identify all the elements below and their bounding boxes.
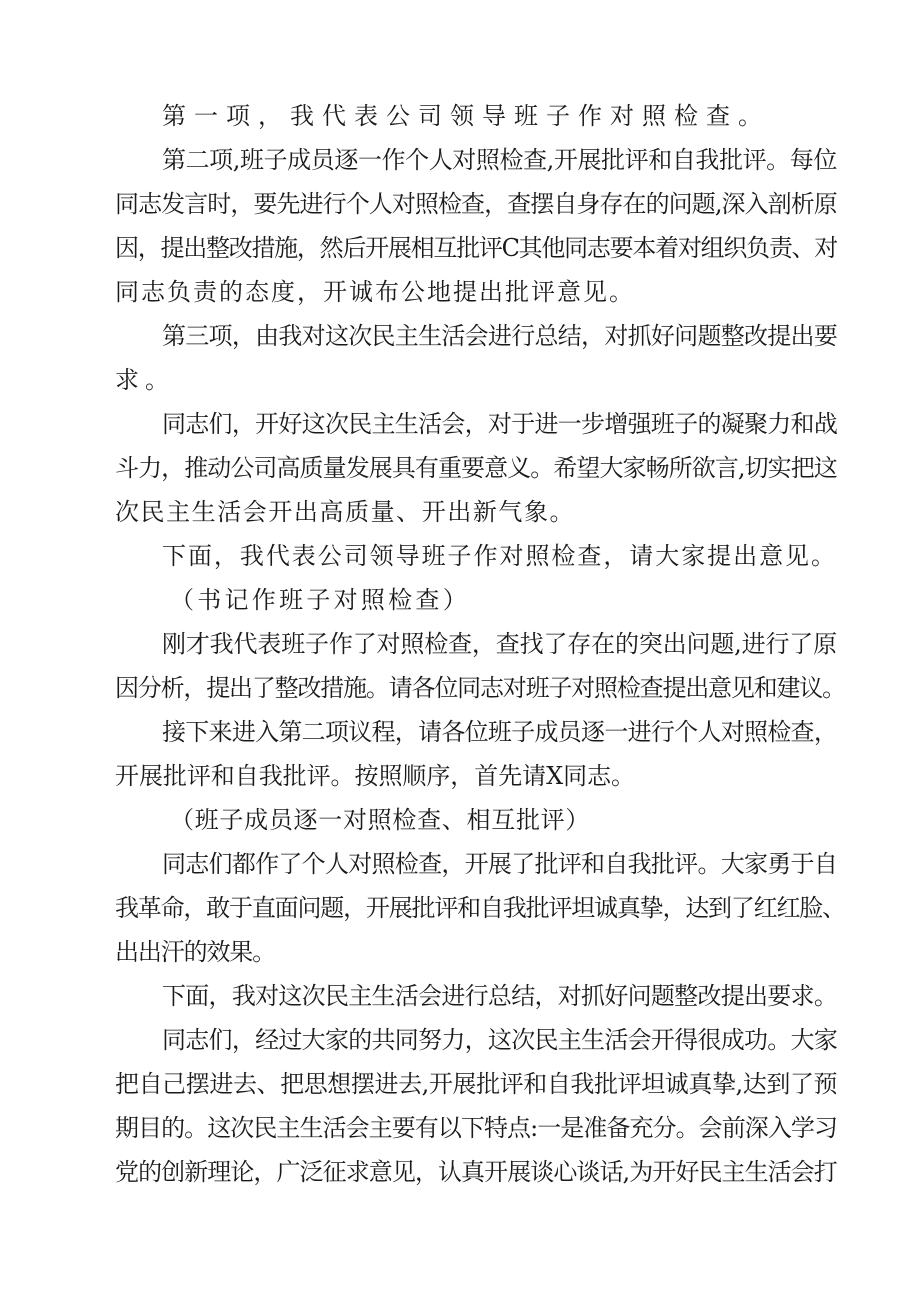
text-line: 下面，我代表公司领导班子作对照检查，请大家提出意见。 xyxy=(162,542,837,570)
text-line: 因，提出整改措施，然后开展相互批评C其他同志要本着对组织负责、对 xyxy=(115,234,838,262)
text-line: （书记作班子对照检查） xyxy=(170,586,470,614)
text-line: 同志们都作了个人对照检查，开展了批评和自我批评。大家勇于自 xyxy=(162,850,838,878)
text-line: 同志发言时，要先进行个人对照检查，查摆自身存在的问题,深入剖析原 xyxy=(115,190,837,218)
text-line: 我革命，敢于直面问题，开展批评和自我批评坦诚真挚，达到了红红脸、 xyxy=(115,894,845,922)
text-line: 开展批评和自我批评。按照顺序，首先请X同志。 xyxy=(115,762,635,790)
text-line: 下面，我对这次民主生活会进行总结，对抓好问题整改提出要求。 xyxy=(162,982,838,1010)
text-line: 党的创新理论，广泛征求意见，认真开展谈心谈话,为开好民主生活会打 xyxy=(115,1158,837,1186)
text-line: 因分析，提出了整改措施。请各位同志对班子对照检查提出意见和建议。 xyxy=(115,674,845,702)
text-line: 同志负责的态度，开诚布公地提出批评意见。 xyxy=(115,278,635,306)
text-line: 出出汗的效果。 xyxy=(115,938,276,966)
text-line: 期目的。这次民主生活会主要有以下特点:一是准备充分。会前深入学习 xyxy=(115,1114,838,1142)
text-line: 第三项，由我对这次民主生活会进行总结，对抓好问题整改提出要 xyxy=(162,322,838,350)
text-line: 第一项，我代表公司领导班子作对照检查。 xyxy=(162,102,770,130)
text-line: 刚才我代表班子作了对照检查，查找了存在的突出问题,进行了原 xyxy=(162,630,837,658)
text-line: 第二项,班子成员逐一作个人对照检查,开展批评和自我批评。每位 xyxy=(162,146,837,174)
text-line: 求。 xyxy=(115,366,175,394)
text-line: 斗力，推动公司高质量发展具有重要意义。希望大家畅所欲言,切实把这 xyxy=(115,454,837,482)
text-line: （班子成员逐一对照检查、相互批评） xyxy=(170,806,591,834)
text-line: 次民主生活会开出高质量、开出新气象。 xyxy=(115,498,576,526)
text-line: 接下来进入第二项议程，请各位班子成员逐一进行个人对照检查， xyxy=(162,718,838,746)
text-line: 把自己摆进去、把思想摆进去,开展批评和自我批评坦诚真挚,达到了预 xyxy=(115,1070,838,1098)
text-line: 同志们，开好这次民主生活会，对于进一步增强班子的凝聚力和战 xyxy=(162,410,838,438)
text-line: 同志们，经过大家的共同努力，这次民主生活会开得很成功。大家 xyxy=(162,1026,838,1054)
